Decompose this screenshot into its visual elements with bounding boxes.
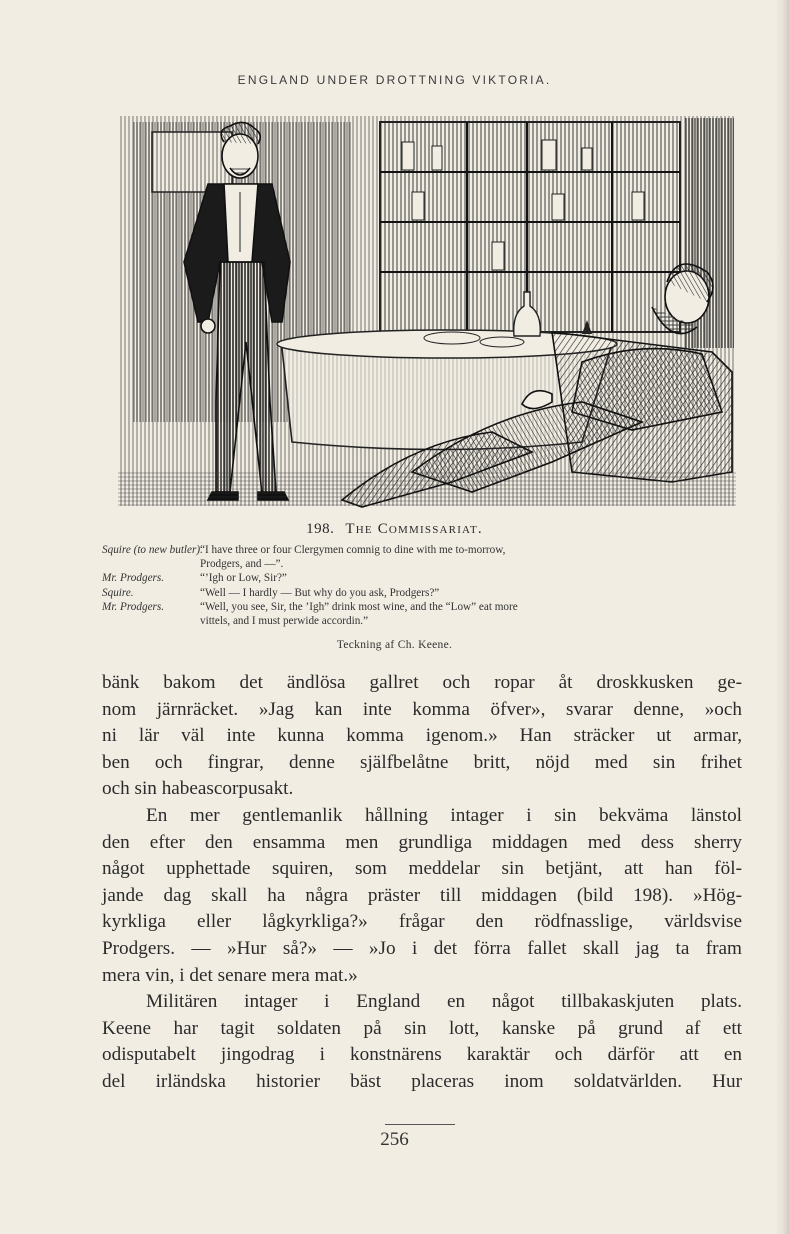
- dialogue-line-continued: [102, 614, 752, 628]
- dialogue-text: “I have three or four Clergymen comnig to dine with me to-morrow,: [200, 544, 506, 556]
- text-line: del irländska historier bäst placeras inom soldatvärlden. Hur: [102, 1070, 742, 1092]
- text-line: ni lär väl inte kunna komma igenom.» Han sträcker ut armar,: [102, 725, 742, 747]
- text-line: ben och fingrar, denne själfbelåtne britt, nöjd med sin frihet: [102, 751, 742, 773]
- dialogue-line: [102, 543, 752, 557]
- engraving-illustration: [112, 112, 740, 510]
- dialogue-line: [102, 571, 752, 585]
- dialogue-speaker: Mr. Prodgers.: [102, 600, 165, 613]
- dialogue-speaker: Mr. Prodgers.: [102, 572, 165, 585]
- text-line: Militären intager i England en något tillbakaskjuten plats.: [146, 991, 742, 1013]
- illustration-credit: Teckning af Ch. Keene.: [336, 639, 453, 651]
- text-line: den efter den ensamma men grundliga middagen med dess sherry: [102, 831, 742, 853]
- text-line: jande dag skall ha några präster till middagen (bild 198). »Hög-: [102, 884, 742, 906]
- caption-dialogue: [102, 543, 752, 628]
- running-head: ENGLAND UNDER DROTTNING VIKTORIA.: [237, 73, 552, 87]
- dialogue-speaker: Squire (to new butler).: [102, 544, 203, 556]
- dialogue-text: “Well — I hardly — But why do you ask, Prodgers?”: [200, 586, 440, 599]
- text-line: En mer gentlemanlik hållning intager i sin bekväma länstol: [146, 804, 742, 826]
- text-line: Prodgers. — »Hur så?» — »Jo i det förra fallet skall jag ta fram: [102, 937, 742, 959]
- dialogue-line: [102, 586, 752, 600]
- dialogue-line: [102, 600, 752, 614]
- illustration-drawing: [112, 112, 740, 510]
- dialogue-speaker: Squire.: [102, 586, 134, 599]
- body-text: [102, 670, 742, 1096]
- text-line: Keene har tagit soldaten på sin lott, kanske på grund af ett: [102, 1017, 742, 1039]
- text-line: mera vin, i det senare mera mat.»: [102, 964, 358, 986]
- text-line: odisputabelt jingodrag i konstnärens karaktär och därför att en: [102, 1044, 742, 1066]
- text-line: något upphettade squiren, som meddelar sin betjänt, att han föl-: [102, 858, 742, 880]
- dialogue-continuation: Prodgers, and —”.: [200, 558, 284, 571]
- dialogue-continuation: vittels, and I must perwide accordin.”: [200, 615, 369, 628]
- text-line: kyrkliga eller lågkyrkliga?» frågar den rödfnasslige, världsvise: [102, 911, 742, 933]
- figure-caption-title: [0, 521, 789, 538]
- dialogue-text: “Well, you see, Sir, the ’Igh” drink most wine, and the “Low” eat more: [200, 600, 518, 613]
- text-line: nom järnräcket. »Jag kan inte komma öfver», svarar denne, »och: [102, 698, 742, 720]
- footer-rule: [385, 1124, 455, 1125]
- text-line: och sin habeascorpusakt.: [102, 778, 294, 800]
- dialogue-line-continued: [102, 557, 752, 571]
- page-edge-shadow: [775, 0, 789, 1234]
- figure-title: The Commissariat.: [345, 521, 483, 537]
- text-line: bänk bakom det ändlösa gallret och ropar åt droskkusken ge-: [102, 672, 742, 693]
- dialogue-text: “’Igh or Low, Sir?”: [200, 572, 287, 585]
- figure-number: 198.: [306, 521, 335, 537]
- page-number: 256: [380, 1129, 409, 1150]
